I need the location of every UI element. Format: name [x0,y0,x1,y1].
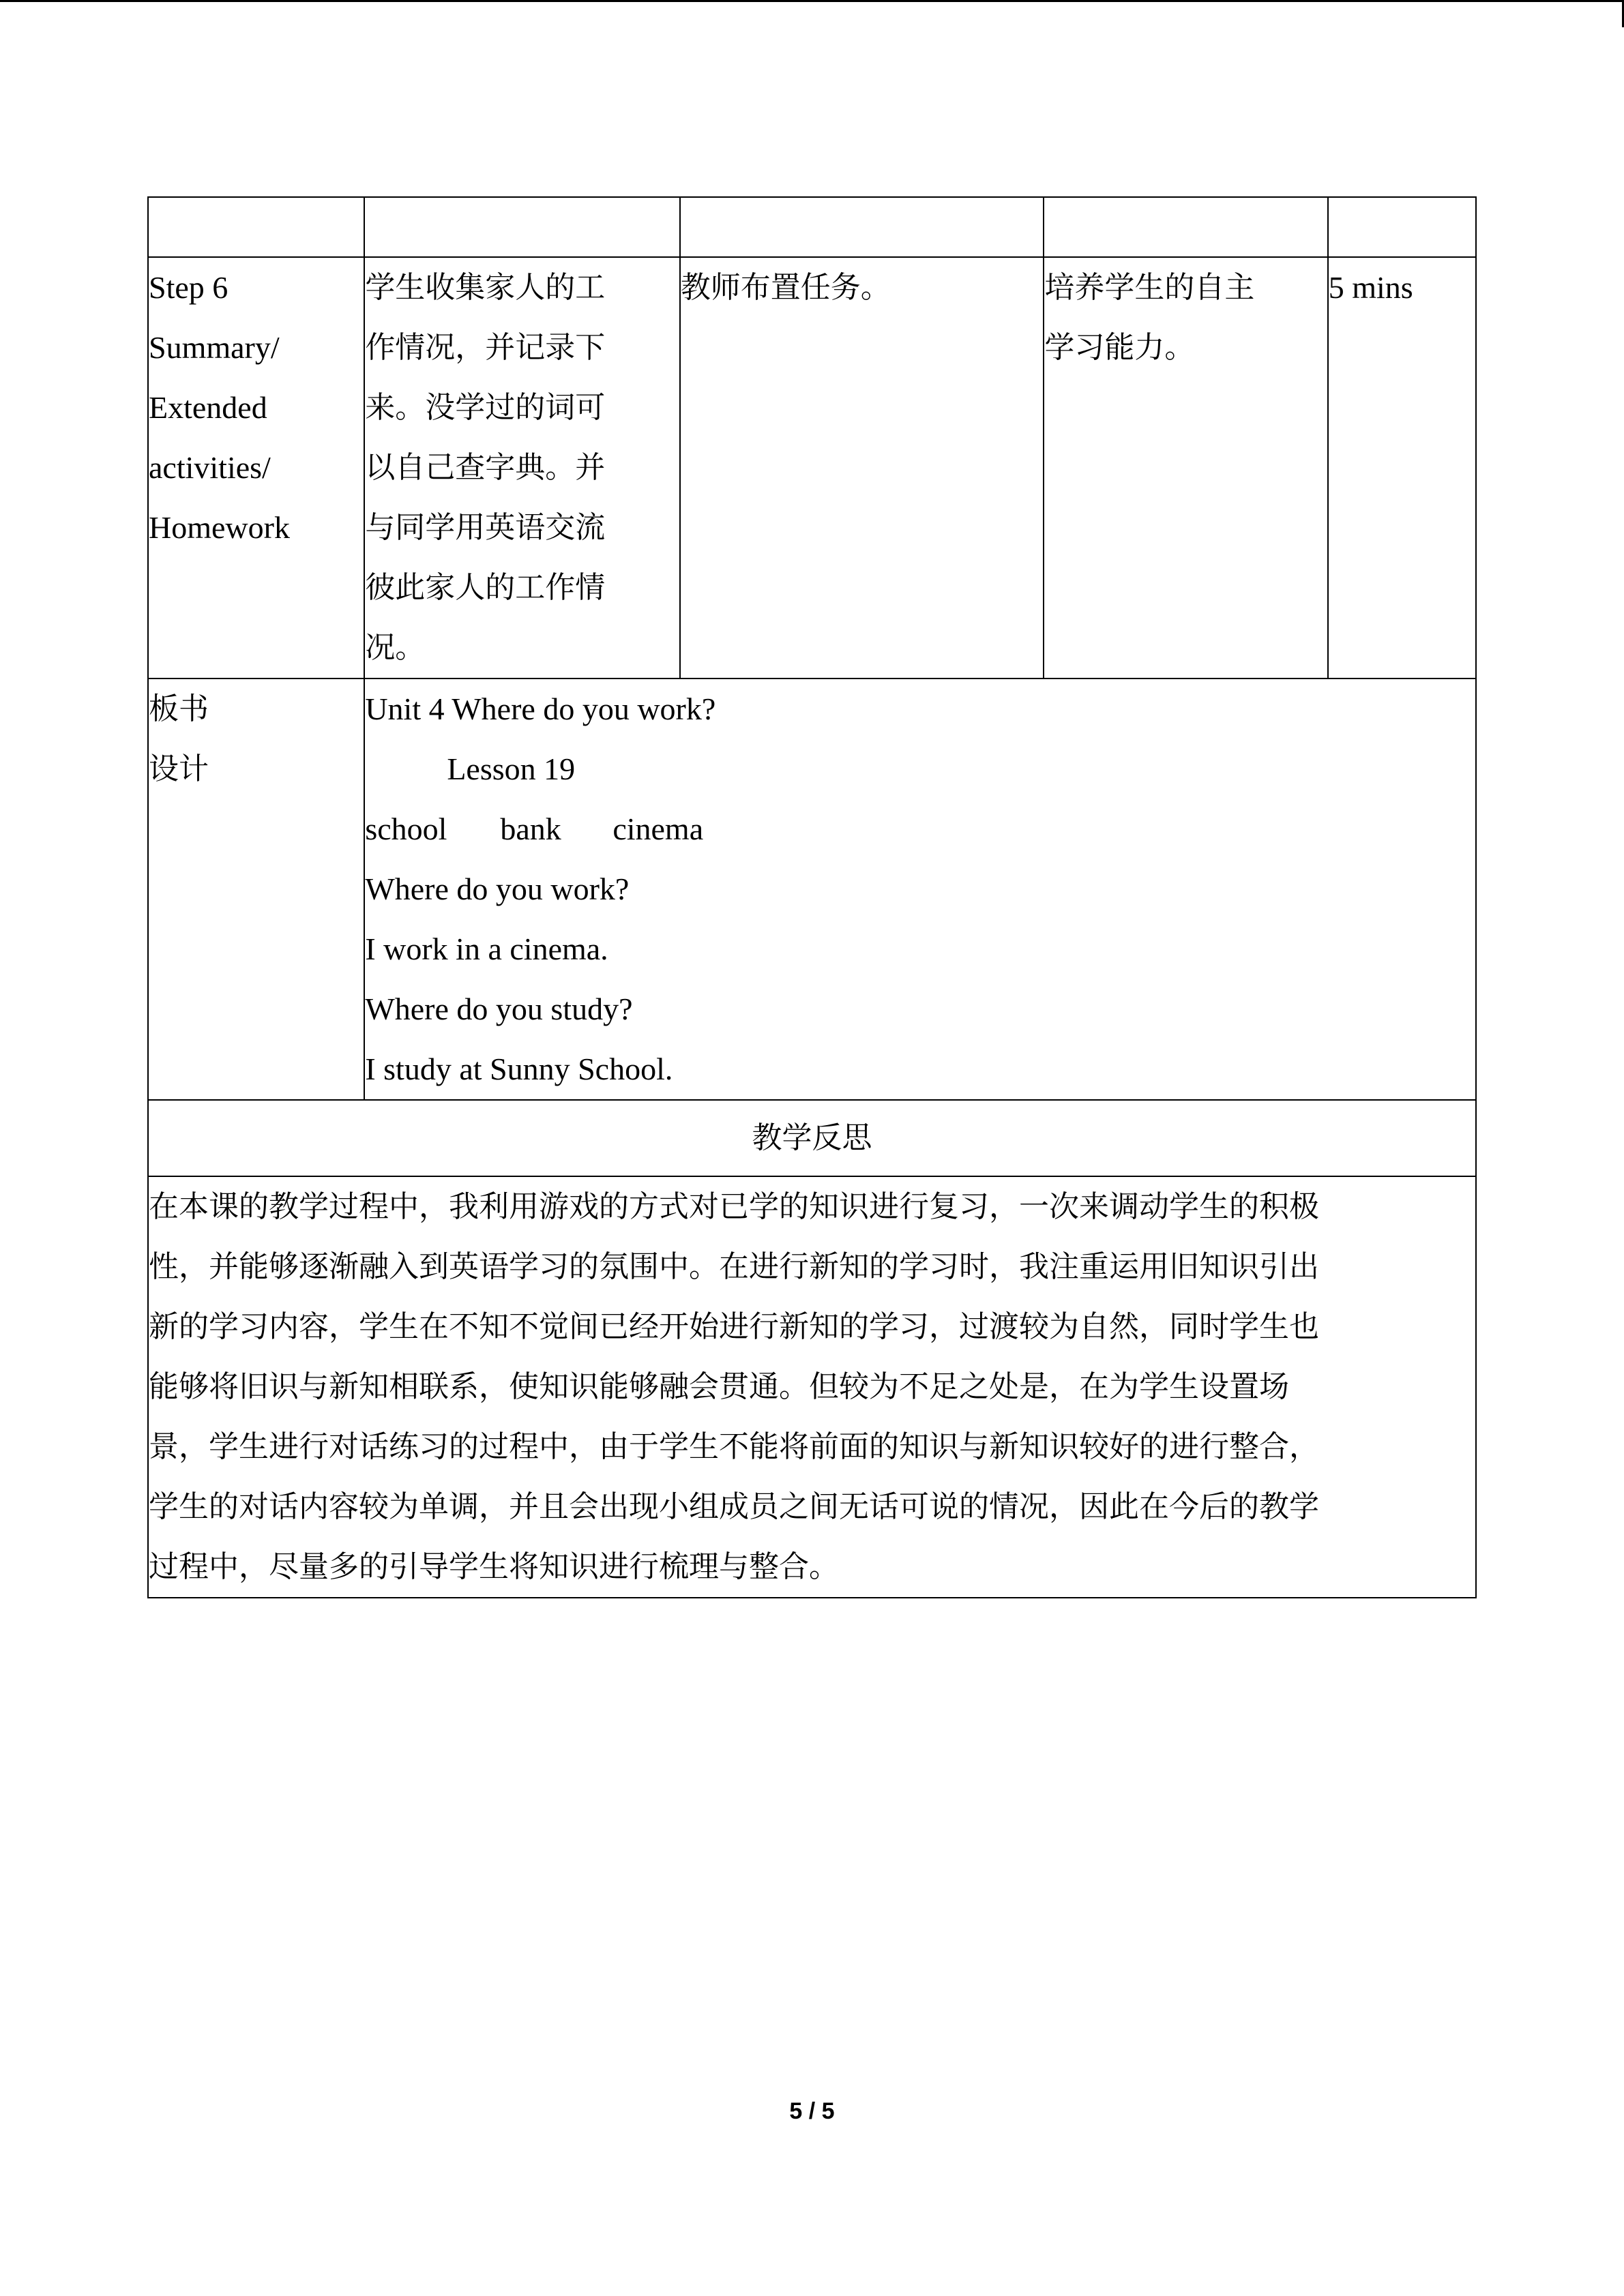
student-activity-line: 来。没学过的词可 [365,390,606,425]
page-top-rule [0,0,1624,2]
board-label-cell [148,679,364,1100]
student-activity-cell [364,257,679,679]
board-label-line: 板书 [149,691,209,726]
stage-cell [148,257,364,679]
board-sentence: I work in a cinema. [365,931,608,966]
empty-table-row [148,197,1476,257]
stage-line: Step 6 [149,270,228,305]
purpose-cell [1044,257,1327,679]
step-6-row [148,257,1476,679]
vocab-word: bank [500,811,561,846]
vocab-word: school [365,811,447,846]
student-activity-line: 作情况，并记录下 [365,330,606,365]
teacher-activity-cell [680,257,1044,679]
student-activity-line: 况。 [365,630,426,665]
reflection-heading-row [148,1100,1476,1176]
board-title: Unit 4 Where do you work? [365,691,716,726]
stage-line: Homework [149,510,290,545]
board-design-row [148,679,1476,1100]
empty-cell [148,197,364,257]
page-number: 5 / 5 [789,2098,835,2124]
reflection-body-row [148,1176,1476,1598]
student-activity-line: 以自己查字典。并 [365,450,606,485]
lesson-plan-table [147,196,1477,1598]
student-activity-line: 学生收集家人的工 [365,270,606,305]
board-lesson: Lesson 19 [447,751,576,786]
student-activity-line: 与同学用英语交流 [365,510,606,545]
reflection-line: 在本课的教学过程中，我利用游戏的方式对已学的知识进行复习，一次来调动学生的积极 [149,1189,1319,1224]
empty-cell [680,197,1044,257]
reflection-line: 新的学习内容，学生在不知不觉间已经开始进行新知的学习，过渡较为自然，同时学生也 [149,1309,1319,1344]
reflection-line: 学生的对话内容较为单调，并且会出现小组成员之间无话可说的情况，因此在今后的教学 [149,1489,1319,1524]
board-sentence: I study at Sunny School. [365,1052,673,1086]
stage-line: Summary/ [149,330,280,365]
empty-cell [364,197,679,257]
time-cell [1328,257,1476,679]
board-label-line: 设计 [149,751,209,786]
empty-cell [1044,197,1327,257]
reflection-line: 过程中，尽量多的引导学生将知识进行梳理与整合。 [149,1549,839,1584]
empty-cell [1328,197,1476,257]
purpose-line: 培养学生的自主 [1044,270,1255,305]
stage-line: activities/ [149,450,271,485]
board-sentence: Where do you work? [365,871,630,906]
student-activity-line: 彼此家人的工作情 [365,570,606,605]
reflection-text-cell [148,1176,1476,1598]
purpose-line: 学习能力。 [1044,330,1195,365]
board-content-cell [364,679,1476,1100]
time-value: 5 mins [1328,270,1413,305]
reflection-line: 景，学生进行对话练习的过程中，由于学生不能将前面的知识与新知识较好的进行整合， [149,1429,1319,1464]
board-sentence: Where do you study? [365,992,633,1026]
reflection-heading: 教学反思 [148,1100,1476,1176]
stage-line: Extended [149,390,267,425]
reflection-line: 性，并能够逐渐融入到英语学习的氛围中。在进行新知的学习时，我注重运用旧知识引出 [149,1249,1319,1284]
board-vocabulary [365,799,1475,859]
vocab-word: cinema [612,811,704,846]
reflection-line: 能够将旧识与新知相联系，使知识能够融会贯通。但较为不足之处是，在为学生设置场 [149,1369,1289,1404]
teacher-activity-line: 教师布置任务。 [680,270,891,305]
